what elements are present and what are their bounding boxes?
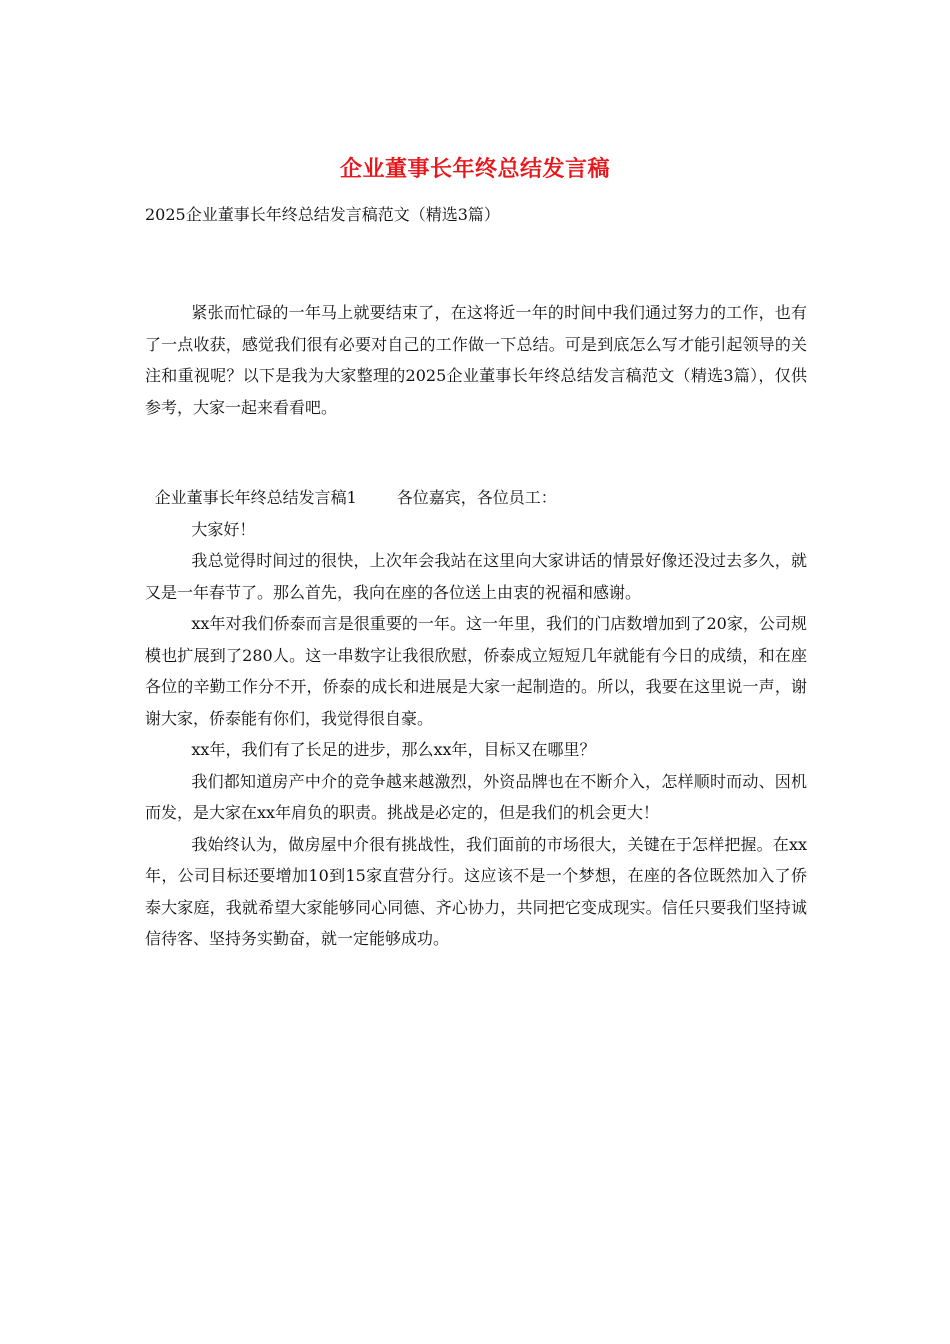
- salutation: 各位嘉宾，各位员工：: [396, 488, 557, 507]
- section-heading: 企业董事长年终总结发言稿1: [154, 488, 357, 507]
- speech-paragraph: xx年，我们有了长足的进步，那么xx年，目标又在哪里？: [191, 740, 596, 759]
- intro-section: [145, 297, 807, 423]
- speech-paragraph: 我始终认为，做房屋中介很有挑战性，我们面前的市场很大，关键在于怎样把握。在xx年，公司目标还要增加10到15家直营分行。这应该不是一个梦想，在座的各位既然加入了侨泰大家庭，我就希望大家能够同心同德、齐心协力，共同把它变成现实。信任只要我们坚持诚信待客、坚持务实勤奋，就一定能够成功。: [145, 834, 807, 948]
- intro-paragraph: 紧张而忙碌的一年马上就要结束了，在这将近一年的时间中我们通过努力的工作，也有了一点收获，感觉我们很有必要对自己的工作做一下总结。可是到底怎么写才能引起领导的关注和重视呢？以下是我为大家整理的2025企业董事长年终总结发言稿范文（精选3篇），仅供参考，大家一起来看看吧。: [145, 303, 807, 417]
- speech-paragraph: xx年对我们侨泰而言是很重要的一年。这一年里，我们的门店数增加到了20家，公司规模也扩展到了280人。这一串数字让我很欣慰，侨泰成立短短几年就能有今日的成绩，和在座各位的辛勤工作分不开，侨泰的成长和进展是大家一起制造的。所以，我要在这里说一声，谢谢大家，侨泰能有你们，我觉得很自豪。: [145, 614, 807, 728]
- speech-section-1: [145, 482, 807, 955]
- document-title: 企业董事长年终总结发言稿: [339, 156, 610, 182]
- speech-paragraph: 我总觉得时间过的很快，上次年会我站在这里向大家讲话的情景好像还没过去多久，就又是一年春节了。那么首先，我向在座的各位送上由衷的祝福和感谢。: [145, 551, 807, 602]
- speech-paragraph: 大家好！: [191, 519, 256, 539]
- document-subtitle: 2025企业董事长年终总结发言稿范文（精选3篇）: [145, 205, 500, 224]
- speech-heading-line: [145, 482, 807, 514]
- speech-paragraph: 我们都知道房产中介的竞争越来越激烈，外资品牌也在不断介入，怎样顺时而动、因机而发，是大家在xx年肩负的职责。挑战是必定的，但是我们的机会更大！: [145, 771, 807, 822]
